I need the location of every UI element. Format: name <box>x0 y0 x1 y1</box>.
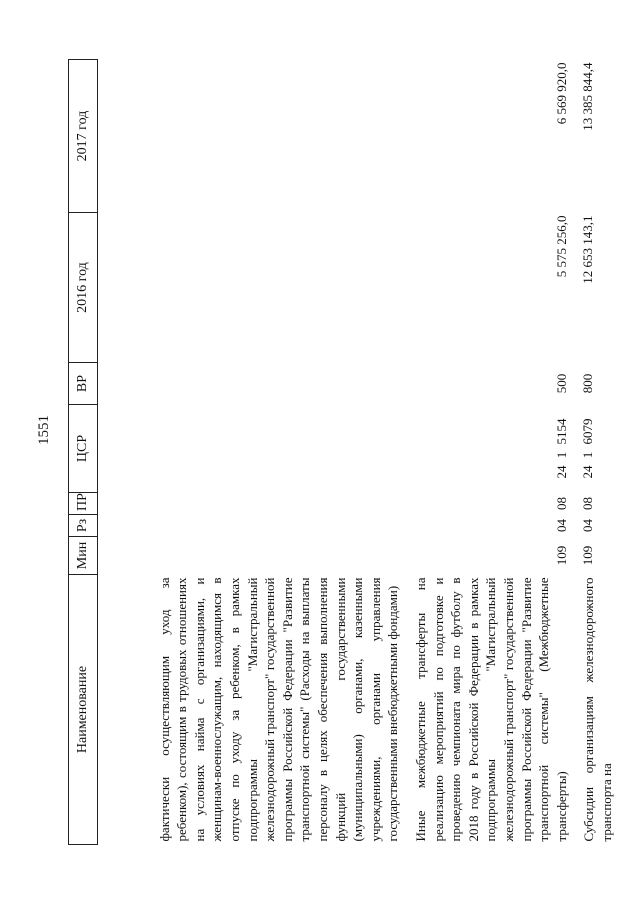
row-2016: 5 575 256,0 <box>554 215 570 278</box>
header-2017: 2017 год <box>69 60 98 213</box>
row-csr <box>98 405 405 493</box>
header-min: Мин <box>69 537 98 575</box>
row-min <box>98 537 405 575</box>
rotated-page <box>68 60 614 845</box>
header-csr: ЦСР <box>69 405 98 493</box>
table-row <box>98 60 405 845</box>
row-csr: 24 1 6079 <box>580 418 596 479</box>
row-2017: 6 569 920,0 <box>554 62 570 125</box>
row-name: Субсидии организациям железнодорожного транспорта на <box>581 577 614 842</box>
row-2017 <box>98 60 405 213</box>
budget-table <box>68 59 618 845</box>
row-2017: 13 385 844,4 <box>580 62 596 131</box>
row-vr <box>98 363 405 405</box>
row-2016: 12 653 143,1 <box>580 215 596 284</box>
table-row <box>578 60 617 845</box>
table-header-row <box>69 60 98 845</box>
row-vr: 800 <box>580 373 596 394</box>
table-row <box>410 60 572 845</box>
row-name: фактически осуществляющим уход за ребенком), состоящим в трудовых отношениях на условиях найма с организациями, и женщинам-военнослужащим, находящимся в отпуске по уходу за ребенком, в рамках подпрограммы "Магистральный железнодорожный транспорт" государственной программы Российской Федерации "Развитие транспортной системы" (Расходы на выплаты персоналу в целях обеспечения выполнения функций государственными (муниципальными) органами, казенными учреждениями, органами управления государственными внебюджетными фондами) <box>156 577 401 842</box>
header-pr: ПР <box>69 493 98 515</box>
row-pr: 08 <box>554 497 570 510</box>
header-vr: ВР <box>69 363 98 405</box>
row-rz <box>98 515 405 537</box>
header-2016: 2016 год <box>69 213 98 363</box>
row-pr <box>98 493 405 515</box>
page-number: 1551 <box>36 415 52 445</box>
header-rz: Рз <box>69 515 98 537</box>
row-csr: 24 1 5154 <box>554 418 570 479</box>
row-min: 109 <box>580 545 596 566</box>
row-2016 <box>98 213 405 363</box>
row-pr: 08 <box>580 497 596 510</box>
row-rz: 04 <box>580 519 596 532</box>
row-min: 109 <box>554 545 570 566</box>
header-name: Наименование <box>69 575 98 845</box>
row-rz: 04 <box>554 519 570 532</box>
row-vr: 500 <box>554 373 570 394</box>
row-name: Иные межбюджетные трансферты на реализацию мероприятий по подготовке и проведению чемпионата мира по футболу в 2018 году в Российской Федерации в рамках подпрограммы "Магистральный железнодорожный транспорт" государственной программы Российской Федерации "Развитие транспортной системы" (Межбюджетные трансферты) <box>413 577 569 842</box>
